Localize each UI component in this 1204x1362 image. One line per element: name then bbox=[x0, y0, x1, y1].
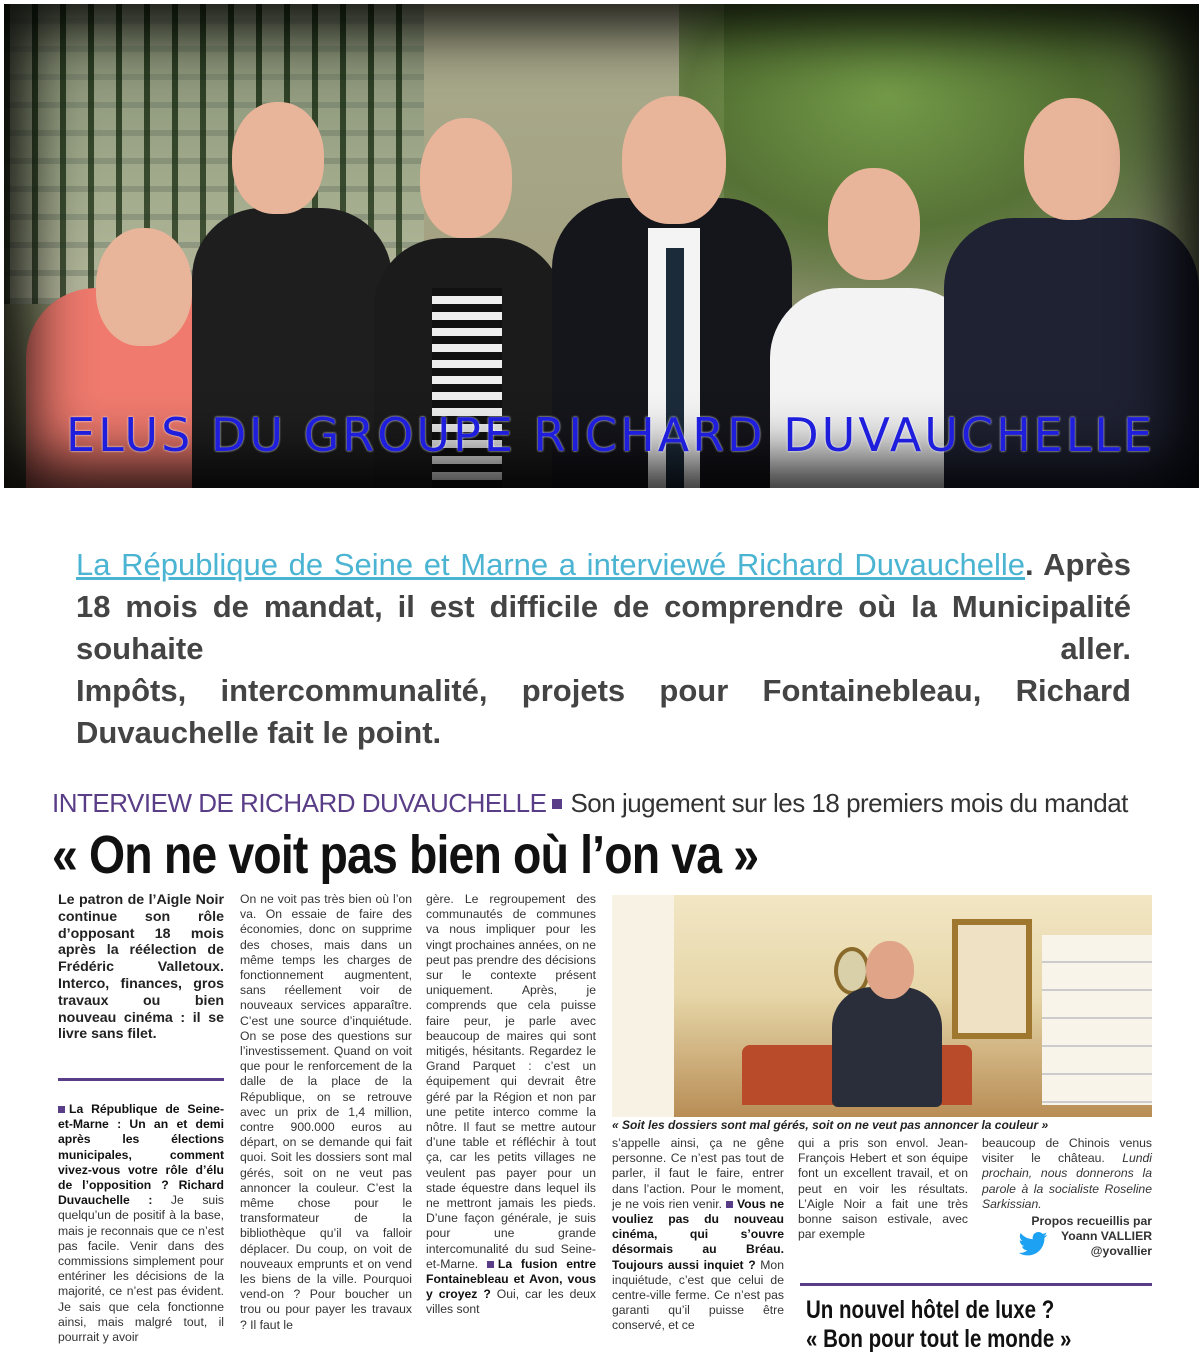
column-4 bbox=[612, 1136, 784, 1334]
speaker-name: Richard Duvauchelle : bbox=[58, 1178, 224, 1208]
article-photo bbox=[612, 895, 1152, 1117]
question-square-icon bbox=[726, 1201, 733, 1208]
question-3: Vous ne vouliez pas du nouveau cinéma, qui s’ouvre désormais au Bréau. Toujours aussi inquiet ? bbox=[612, 1196, 785, 1272]
kicker-square-icon bbox=[552, 799, 562, 809]
sidebox-title-line-2: « Bon pour tout le monde » bbox=[806, 1325, 1072, 1353]
column-6-text: beaucoup de Chinois venus visiter le château. bbox=[982, 1136, 1152, 1166]
photo-man-body bbox=[832, 987, 942, 1107]
banner-caption: ELUS DU GROUPE RICHARD DUVAUCHELLE bbox=[66, 408, 1156, 462]
question-square-icon bbox=[58, 1106, 65, 1113]
intro-text bbox=[76, 544, 1131, 754]
lede-divider bbox=[58, 1078, 224, 1081]
sidebox-title-line-1: Un nouvel hôtel de luxe ? bbox=[806, 1296, 1055, 1324]
article-lede: Le patron de l’Aigle Noir continue son rôle d’opposant 18 mois après la réélection de Frédéric Valletoux. Interco, finances, gros travaux ou bien nouveau cinéma : il se livre sans filet. bbox=[58, 892, 224, 1043]
column-5 bbox=[798, 1136, 968, 1242]
column-5-text: qui a pris son envol. Jean-François Hebert et son équipe font un excellent travail, et on peut en voir les résultats. L’Aigle Noir a fait une très bonne saison estivale, avec par exemple bbox=[798, 1136, 968, 1242]
sidebox-divider bbox=[800, 1283, 1152, 1286]
photo-mirror bbox=[952, 919, 1032, 1039]
answer-3: Mon inquiétude, c’est que celui de centre-ville ferme. Ce n’est pas garanti qu’il puisse être conservé, et ce bbox=[612, 1257, 784, 1333]
column-3 bbox=[426, 892, 596, 1318]
photo-shelf bbox=[1042, 935, 1152, 1105]
twitter-icon[interactable] bbox=[1018, 1232, 1048, 1256]
article-headline: « On ne voit pas bien où l’on va » bbox=[52, 825, 759, 885]
column-4-text: s’appelle ainsi, ça ne gêne personne. Ce n’est pas tout de parler, il faut le faire, entrer dans l’action. Pour le moment, je ne vois rien venir. bbox=[612, 1136, 784, 1211]
intro-sentence-1: . Après 18 mois de mandat, il est difficile de comprendre où la Municipalité souhaite aller. bbox=[76, 547, 1131, 666]
answer-1: Je suis quelqu’un de positif à la base, mais je reconnais que ce n’est pas facile. Venir dans des commissions simplement pour entériner les décisions de la majorité, ce n’est pas évident. Je sais que cela fonctionne ainsi, mais malgré tout, il pourrait y avoir bbox=[58, 1193, 224, 1345]
newspaper-clipping bbox=[50, 780, 1160, 1362]
intro-paragraph-1 bbox=[76, 544, 1131, 670]
kicker-label: INTERVIEW DE RICHARD DUVAUCHELLE bbox=[52, 788, 547, 818]
question-square-icon bbox=[487, 1261, 494, 1268]
question-2: La fusion entre Fontainebleau et Avon, vous y croyez ? bbox=[426, 1256, 597, 1302]
question-1: La République de Seine-et-Marne : Un an et demi après les élections municipales, comment vivez-vous votre rôle d’élu de l’opposition ? bbox=[58, 1102, 224, 1193]
interview-link[interactable]: La République de Seine et Marne a interviewé Richard Duvauchelle bbox=[76, 547, 1025, 582]
answer-2: Oui, car les deux villes sont bbox=[426, 1287, 596, 1317]
column-2-text: On ne voit pas très bien où l’on va. On essaie de faire des économies, donc on supprime des choses, mais dans un même temps les charges de fonctionnement augmentent, sans réellement voir de nouveaux services apparaître. C’est une source d’inquiétude. On se pose des questions sur l’investissement. Quand on voit que pour le renforcement de la dalle de la place de la République, on se retrouve avec un prix de 1,4 million, contre 900.000 euros au départ, on se demande qui fait quoi. Soit les dossiers sont mal gérés, soit on ne veut pas annoncer la couleur. C’est la même chose pour le transformateur de la bibliothèque qu’il va falloir déplacer. Du coup, on voit de nouveaux emprunts et on vend les biens de la ville. Pourquoi vend-on ? Pour boucher un trou ou pour payer les travaux ? Il faut le bbox=[240, 892, 412, 1332]
column-1 bbox=[58, 1102, 224, 1345]
photo-window bbox=[612, 895, 674, 1117]
article-kicker bbox=[52, 788, 1128, 819]
sidebox-title bbox=[806, 1296, 1071, 1354]
column-6 bbox=[982, 1136, 1152, 1212]
column-6-italic: Lundi prochain, nous donnerons la parole à la socialiste Roseline Sarkissian. bbox=[982, 1151, 1153, 1211]
photo-caption: « Soit les dossiers sont mal gérés, soit on ne veut pas annoncer la couleur » bbox=[612, 1118, 1049, 1132]
column-3-text: gère. Le regroupement des communautés de communes va nous impliquer pour les vingt prochaines années, on ne peut pas prendre des décisions sur le contexte présent uniquement. Après, je comprends que cela puisse faire peur, je parle avec beaucoup de maires qui sont mitigés, hésitants. Regardez le Grand Parquet : c’est un équipement qui devrait être géré par la Région et non par une petite interco comme la nôtre. Il faut se mettre autour d’une table et réfléchir à tout ça, car les petits villages ne veulent pas payer pour un stade équestre dans lequel ils ne mettront jamais les pieds. D’une façon générale, je suis pour une grande intercomunalité du sud Seine-et-Marne. bbox=[426, 892, 596, 1271]
byline-name: Yoann VALLIER bbox=[1061, 1229, 1152, 1244]
column-2 bbox=[240, 892, 412, 1333]
byline bbox=[982, 1214, 1152, 1260]
intro-paragraph-2: Impôts, intercommunalité, projets pour Fontainebleau, Richard Duvauchelle fait le point. bbox=[76, 673, 1131, 750]
byline-prefix: Propos recueillis par bbox=[1031, 1214, 1152, 1228]
photo-man-head bbox=[866, 941, 914, 999]
kicker-subtitle: Son jugement sur les 18 premiers mois du mandat bbox=[570, 788, 1128, 818]
byline-handle: @yovallier bbox=[1090, 1244, 1152, 1259]
